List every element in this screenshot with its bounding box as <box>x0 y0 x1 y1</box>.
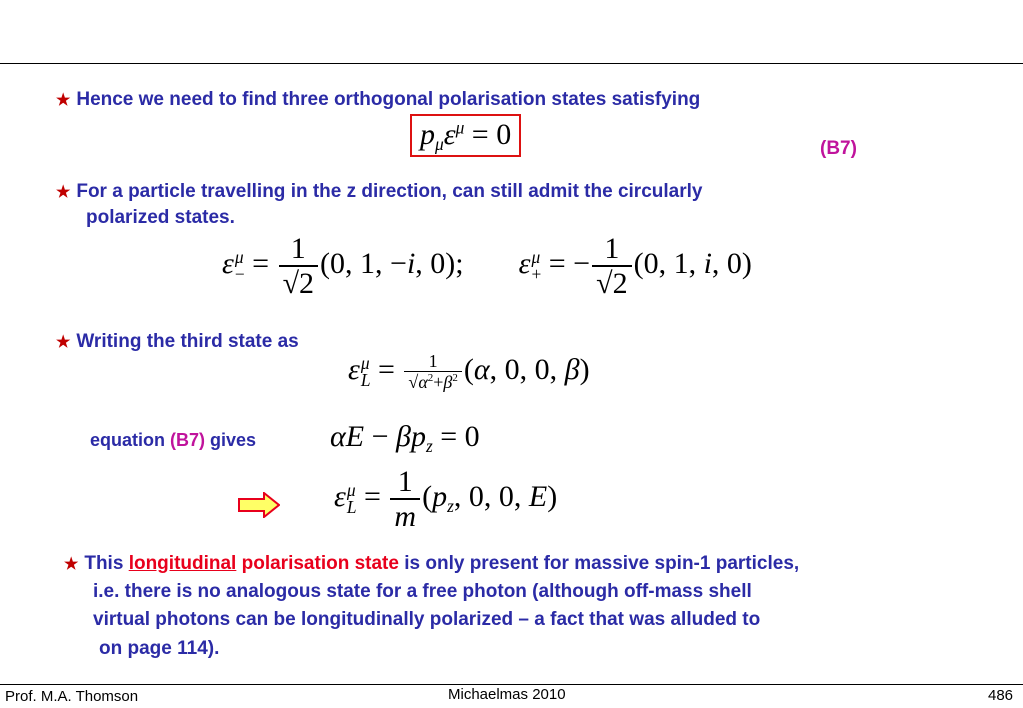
bullet-4-line4: on page 114). <box>99 638 220 659</box>
bullet-4-rest: is only present for massive spin-1 particles, <box>404 553 800 574</box>
bullet-3 <box>56 330 299 355</box>
top-rule <box>0 63 1023 64</box>
star-icon: ★ <box>56 184 71 201</box>
bullet-4-line2: i.e. there is no analogous state for a free photon (although off-mass shell <box>93 581 752 602</box>
equation-b7: $p_\mu\varepsilon^\mu = 0$ <box>410 118 521 156</box>
star-icon: ★ <box>56 92 71 109</box>
equation-circular: ε μ − = $\frac{1}{√2}$ (0, 1, −i, 0); ε μ + = − $\frac{1}{√2}$ (0, 1, i, 0) <box>222 232 752 300</box>
bullet-4-longitudinal: longitudinal <box>128 553 237 574</box>
bullet-2-line2: polarized states. <box>86 207 235 228</box>
star-icon: ★ <box>64 556 79 573</box>
footer-author: Prof. M.A. Thomson <box>5 688 139 705</box>
bullet-1-text: Hence we need to find three orthogonal polarisation states satisfying <box>76 89 701 110</box>
gives-suffix: gives <box>210 430 257 450</box>
bullet-4-polarisation-state: polarisation state <box>241 553 399 574</box>
equation-label-b7: (B7) <box>820 138 857 159</box>
equation-constraint: $\alpha E - \beta p_z = 0$ <box>330 420 480 457</box>
equation-longitudinal: ε μ L = $\frac{1}{√\alpha^2+\beta^2}$ (α, 0, 0, β) <box>348 351 590 392</box>
equation-longitudinal-normalized: ε μ L = $\frac{1}{m}$ ($p_z$, 0, 0, E) <box>334 465 558 533</box>
footer-rule <box>0 684 1023 685</box>
bullet-2 <box>56 180 702 205</box>
bullet-4-this: This <box>84 553 124 574</box>
bullet-3-text: Writing the third state as <box>76 331 299 352</box>
gives-ref: (B7) <box>170 430 206 450</box>
footer-page-number: 486 <box>988 687 1014 704</box>
implies-arrow-icon <box>238 492 280 523</box>
gives-line <box>90 428 256 452</box>
bullet-4 <box>64 552 799 577</box>
footer-term: Michaelmas 2010 <box>448 686 566 703</box>
star-icon: ★ <box>56 334 71 351</box>
bullet-4-line3: virtual photons can be longitudinally polarized – a fact that was alluded to <box>93 609 761 630</box>
gives-prefix: equation <box>90 430 165 450</box>
bullet-1 <box>56 88 700 113</box>
bullet-2-text-line1: For a particle travelling in the z direction, can still admit the circularly <box>76 181 703 202</box>
